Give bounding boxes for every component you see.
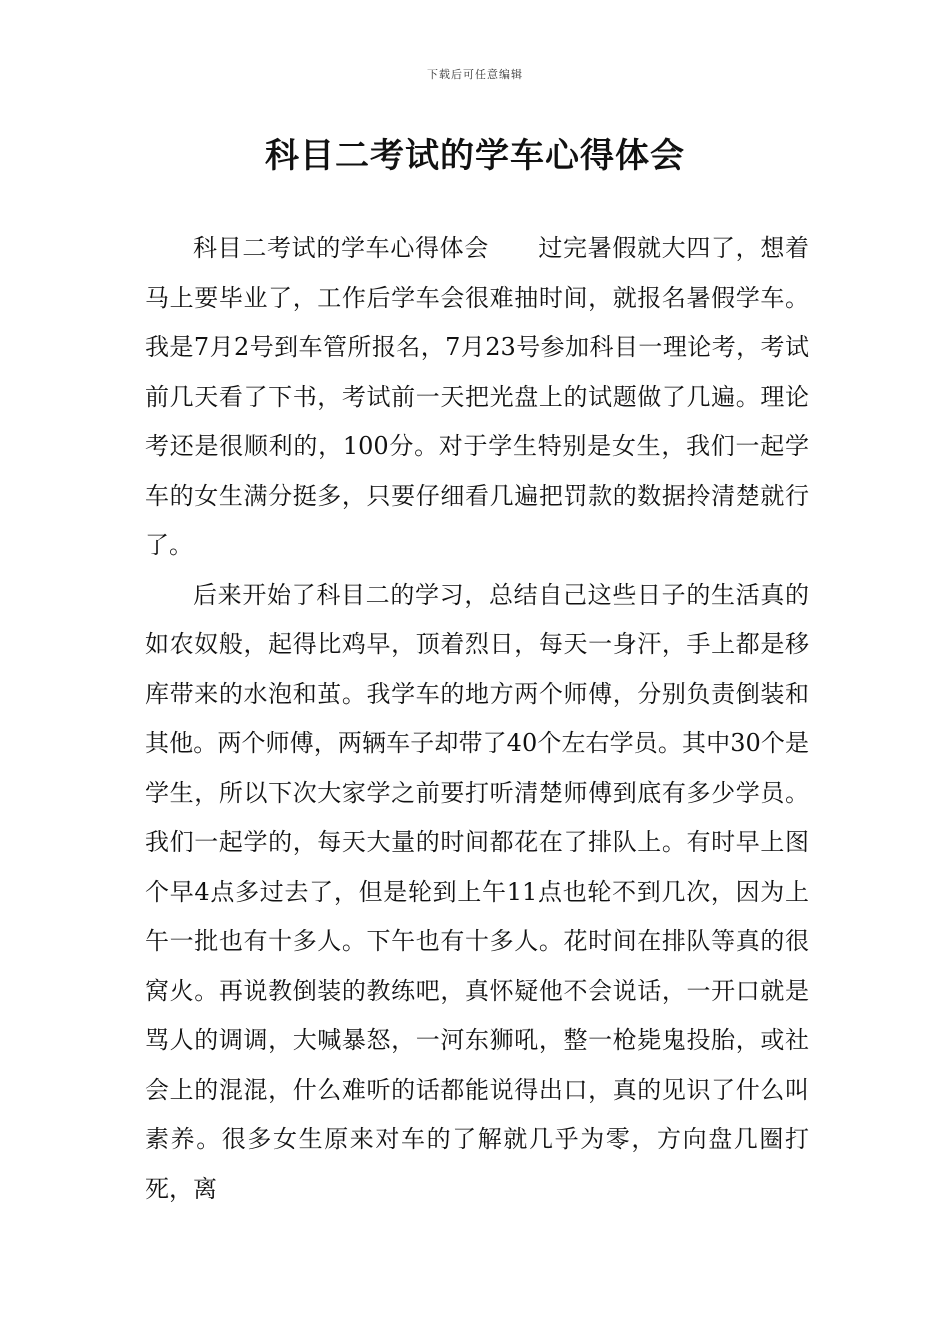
body-paragraph: 后来开始了科目二的学习，总结自己这些日子的生活真的如农奴般，起得比鸡早，顶着烈日，每天一身汗，手上都是移库带来的水泡和茧。我学车的地方两个师傅，分别负责倒装和其他。两个师傅，两辆车子却带了40个左右学员。其中30个是学生，所以下次大家学之前要打听清楚师傅到底有多少学员。我们一起学的，每天大量的时间都花在了排队上。有时早上图个早4点多过去了，但是轮到上午11点也轮不到几次，因为上午一批也有十多人。下午也有十多人。花时间在排队等真的很窝火。再说教倒装的教练吧，真怀疑他不会说话，一开口就是骂人的调调，大喊暴怒，一河东狮吼，整一枪毙鬼投胎，或社会上的混混，什么难听的话都能说得出口，真的见识了什么叫素养。很多女生原来对车的了解就几乎为零，方向盘几圈打死，离 [145, 580, 809, 1203]
body-paragraph: 科目二考试的学车心得体会 过完暑假就大四了，想着马上要毕业了，工作后学车会很难抽时间，就报名暑假学车。我是7月2号到车管所报名，7月23号参加科目一理论考，考试前几天看了下书，考试前一天把光盘上的试题做了几遍。理论考还是很顺利的，100分。对于学生特别是女生，我们一起学车的女生满分挺多，只要仔细看几遍把罚款的数据拎清楚就行了。 [145, 234, 809, 559]
document-body [145, 224, 809, 1214]
document-title: 科目二考试的学车心得体会 [265, 136, 685, 176]
page-header-note: 下载后可任意编辑 [427, 68, 523, 81]
